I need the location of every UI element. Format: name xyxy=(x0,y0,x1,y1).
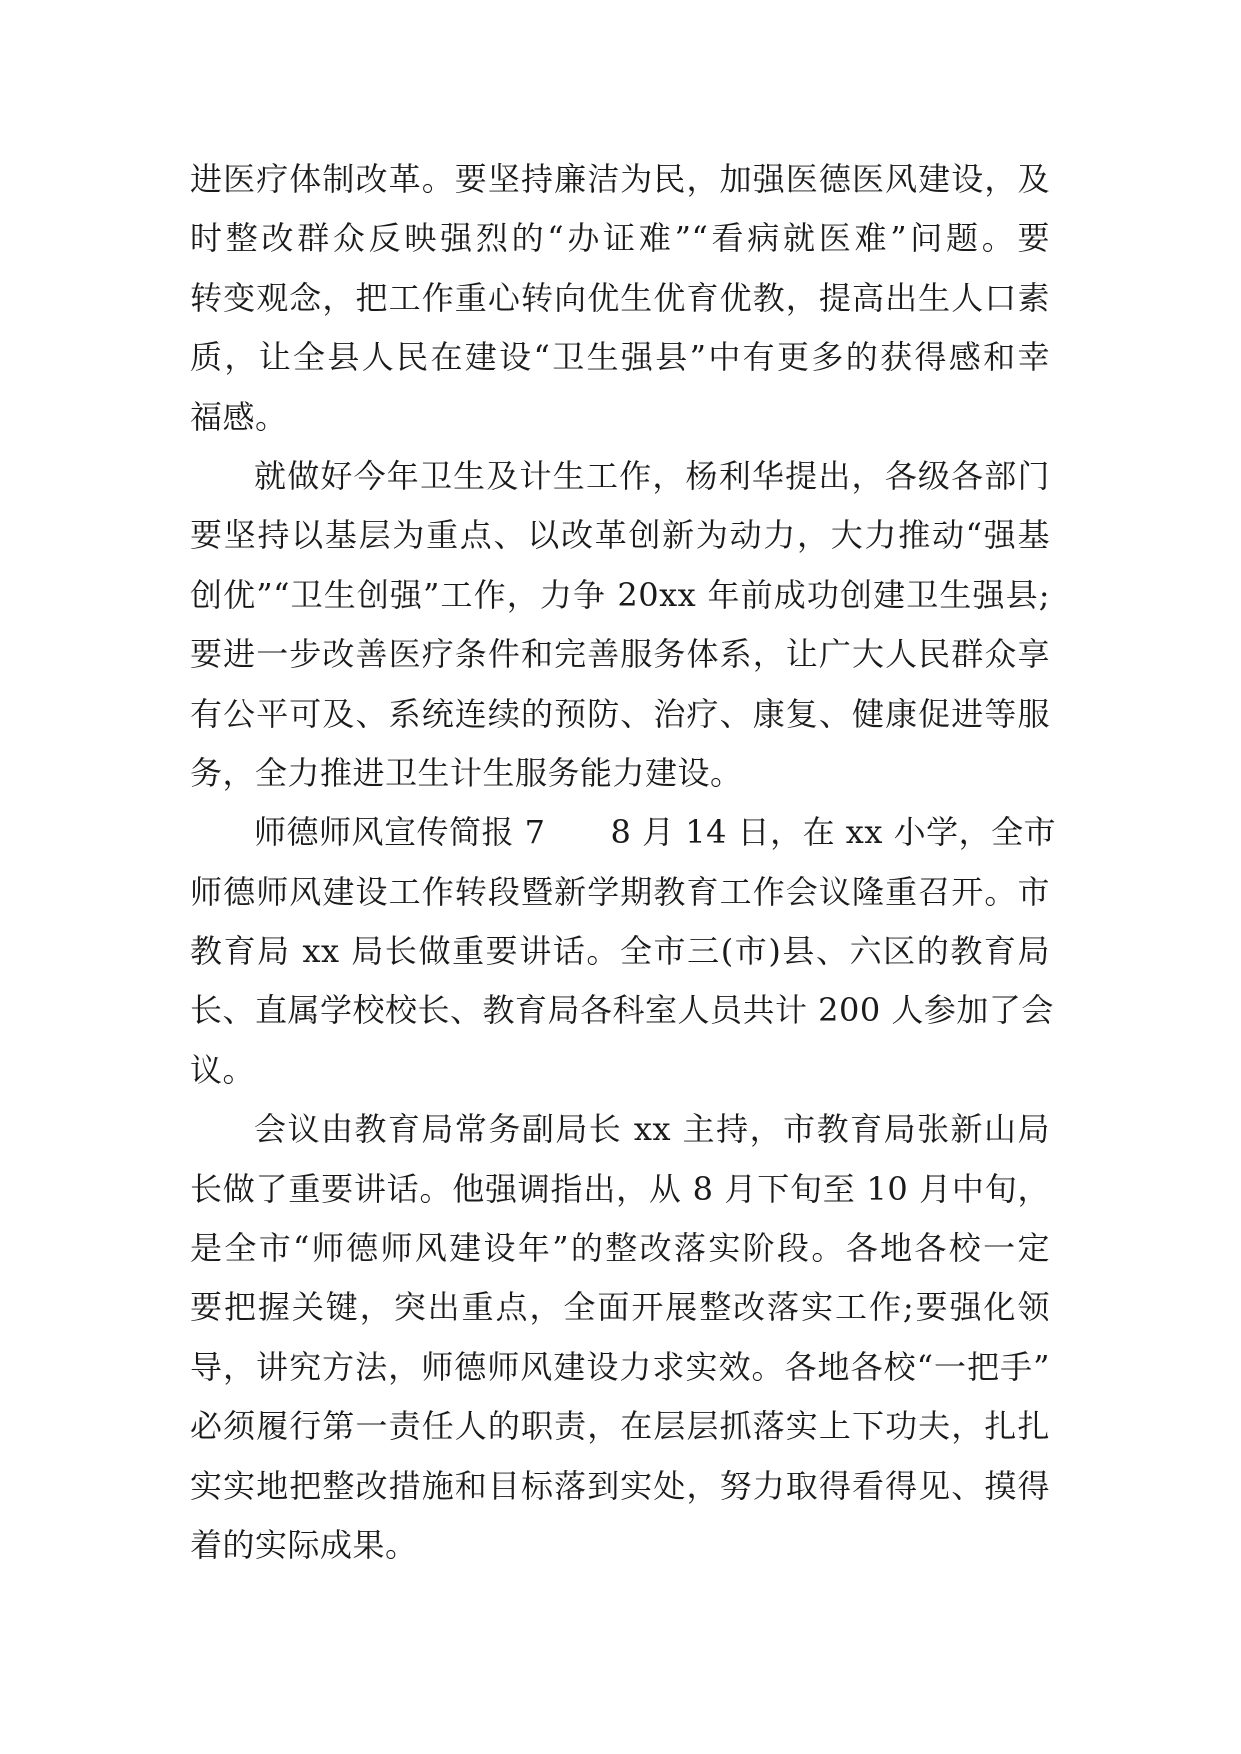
paragraph-3 xyxy=(190,803,1057,1100)
text-line: 必须履行第一责任人的职责，在层层抓落实上下功夫，扎扎 xyxy=(190,1407,1050,1446)
text-line: 长做了重要讲话。他强调指出，从 8 月下旬至 10 月中旬， xyxy=(190,1169,1050,1208)
paragraph-1 xyxy=(190,150,1050,447)
text-line: 教育局 xx 局长做重要讲话。全市三(市)县、六区的教育局 xyxy=(190,932,1050,971)
document-body xyxy=(190,150,1057,1575)
text-line: 是全市“师德师风建设年”的整改落实阶段。各地各校一定 xyxy=(190,1229,1050,1268)
text-line: 议。 xyxy=(190,1050,256,1089)
text-line: 质，让全县人民在建设“卫生强县”中有更多的获得感和幸 xyxy=(190,338,1050,377)
text-line: 导，讲究方法，师德师风建设力求实效。各地各校“一把手” xyxy=(190,1347,1050,1386)
paragraph-4 xyxy=(190,1100,1050,1575)
text-line: 务，全力推进卫生计生服务能力建设。 xyxy=(190,753,743,792)
text-line: 转变观念，把工作重心转向优生优育优教，提高出生人口素 xyxy=(190,278,1050,317)
text-line: 时整改群众反映强烈的“办证难”“看病就医难”问题。要 xyxy=(190,219,1050,258)
text-line: 实实地把整改措施和目标落到实处，努力取得看得见、摸得 xyxy=(190,1466,1050,1505)
text-line: 师德师风建设工作转段暨新学期教育工作会议隆重召开。市 xyxy=(190,872,1050,911)
text-line: 就做好今年卫生及计生工作，杨利华提出，各级各部门 xyxy=(254,456,1050,495)
text-line: 要坚持以基层为重点、以改革创新为动力，大力推动“强基 xyxy=(190,516,1050,555)
text-line: 会议由教育局常务副局长 xx 主持，市教育局张新山局 xyxy=(254,1110,1050,1149)
text-line: 创优”“卫生创强”工作，力争 20xx 年前成功创建卫生强县; xyxy=(190,575,1050,614)
text-line: 福感。 xyxy=(190,397,288,436)
text-line: 长、直属学校校长、教育局各科室人员共计 200 人参加了会 xyxy=(190,991,1054,1030)
text-line: 要进一步改善医疗条件和完善服务体系，让广大人民群众享 xyxy=(190,635,1050,674)
text-line: 进医疗体制改革。要坚持廉洁为民，加强医德医风建设，及 xyxy=(190,160,1050,198)
paragraph-2 xyxy=(190,447,1050,803)
text-line: 师德师风宣传简报 7 8 月 14 日，在 xx 小学，全市 xyxy=(254,813,1057,852)
text-line: 着的实际成果。 xyxy=(190,1525,418,1564)
text-line: 要把握关键，突出重点，全面开展整改落实工作;要强化领 xyxy=(190,1288,1050,1327)
text-line: 有公平可及、系统连续的预防、治疗、康复、健康促进等服 xyxy=(190,694,1050,733)
